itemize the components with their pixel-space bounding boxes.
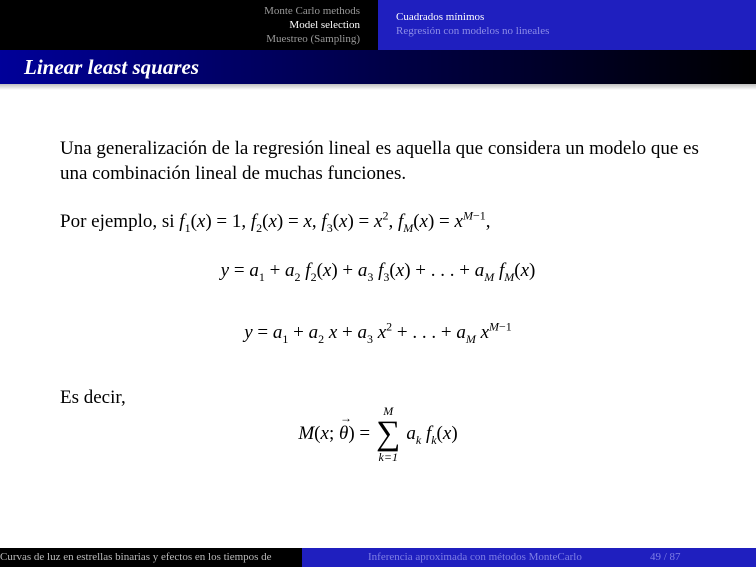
slide-footer xyxy=(0,548,756,567)
nav-item-model-selection[interactable]: Model selection xyxy=(289,19,360,31)
summation-symbol: M ∑ k=1 xyxy=(376,404,401,464)
footer-presentation-title: Inferencia aproximada con métodos MonteCarlo xyxy=(368,551,582,563)
footer-talk-title: Curvas de luz en estrellas binarias y efectos en los tiempos de xyxy=(0,548,302,567)
nav-item-cuadrados-minimos[interactable]: Cuadrados mínimos xyxy=(396,11,485,23)
nav-item-regresion-no-lineal[interactable]: Regresión con modelos no lineales xyxy=(396,25,550,37)
equation-summation-model: M(x; → θ) = M ∑ k=1 $a_k$ $f_k(x)$ xyxy=(0,405,756,463)
paragraph-example: Por ejemplo, si $f_1(x) = 1$, $f_2(x) = x$, $f_3(x) = x^2$, $f_M(x) = x^{M-1}$, xyxy=(60,208,491,235)
equation-polynomial-model: $y = a_1 + a_2$ $x + a_3$ $x^2$ + . . . + $a_M$ $x^{M-1}$ xyxy=(244,319,512,346)
navigation-header xyxy=(0,0,756,50)
example-prefix: Por ejemplo, si xyxy=(60,211,175,232)
paragraph-generalization: Una generalización de la regresión lineal es aquella que considera un modelo que es una combinación lineal de muchas funciones. xyxy=(60,138,699,184)
slide-title: Linear least squares xyxy=(24,55,200,79)
subsection-nav xyxy=(378,0,756,50)
equation-general-model: $y = a_1 + a_2$ $f_2(x) + a_3$ $f_3(x)$ + . . . + $a_M$ $f_M(x)$ xyxy=(220,260,536,284)
footer-page-number: 49 / 87 xyxy=(650,551,681,563)
section-nav xyxy=(0,0,378,50)
paragraph-es-decir: Es decir, xyxy=(60,387,126,408)
slide-body xyxy=(60,136,720,234)
nav-item-muestreo[interactable]: Muestreo (Sampling) xyxy=(266,33,360,45)
footer-info xyxy=(302,548,756,567)
nav-item-monte-carlo[interactable]: Monte Carlo methods xyxy=(264,5,360,17)
slide-title-bar xyxy=(0,50,756,84)
